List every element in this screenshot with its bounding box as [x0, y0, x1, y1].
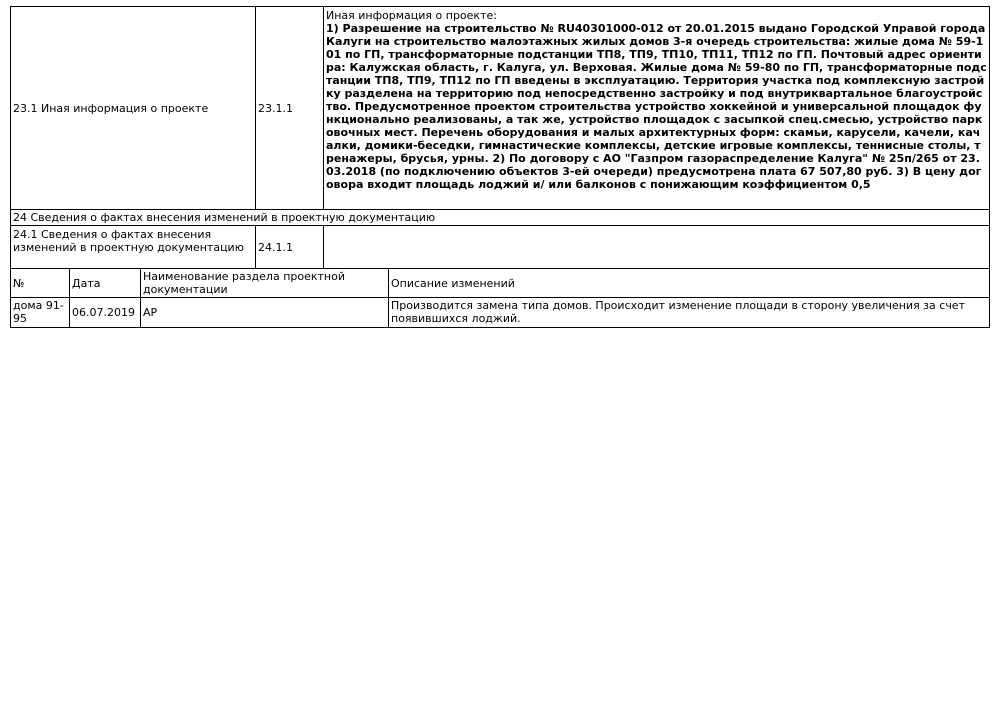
section-24-1-value-cell	[323, 225, 990, 269]
section-23-label-cell	[10, 6, 256, 210]
section-24-heading: 24 Сведения о фактах внесения изменений в проектную документацию	[13, 211, 436, 224]
changes-header-section: Наименование раздела проектной документации	[140, 268, 389, 298]
table-row-description: Производится замена типа домов. Происходит изменение площади в сторону увеличения за счет появившихся лоджий.	[388, 297, 990, 328]
changes-header-date: Дата	[69, 268, 141, 298]
section-24-heading-cell	[10, 209, 990, 226]
section-23-code: 23.1.1	[258, 101, 293, 115]
table-row-date: 06.07.2019	[69, 297, 141, 328]
changes-header-num: №	[10, 268, 70, 298]
section-23-info-title: Иная информация о проекте:	[326, 9, 497, 22]
changes-header-description: Описание изменений	[388, 268, 990, 298]
section-23-label: 23.1 Иная информация о проекте	[13, 101, 209, 115]
section-23-code-cell	[255, 6, 324, 210]
table-row-section: АР	[140, 297, 389, 328]
section-23-info-text: 1) Разрешение на строительство № RU40301000-012 от 20.01.2015 выдано Городской Управой города Калуги на строительство малоэтажных жилых домов 3-я очередь строительства: жилые дома № 59-101 по ГП, трансформаторные подстанции ТП8, ТП9, ТП10, ТП11, ТП12 по ГП. Почтовый адрес ориентира: Калужская область, г. Калуга, ул. Верховая. Жилые дома № 59-80 по ГП, трансформаторные подстанции ТП8, ТП9, ТП12 по ГП введены в эксплуатацию. Территория участка под комплексную застройку разделена на территорию под непосредственно застройку и под внутриквартальное благоустройство. Предусмотренное проектом строительства устройство хоккейной и универсальной площадок функционально реализованы, а так же, устройство площадок с засыпкой спец.смесью, устройство парковочных мест. Перечень оборудования и малых архитектурных форм: скамьи, карусели, качели, качалки, домики-беседки, гимнастические комплексы, детские игровые комплексы, теннисные столы, тренажеры, брусья, урны. 2) По договору с АО "Газпром газораспределение Калуга" № 25п/265 от 23.03.2018 (по подключению объектов 3-ей очереди) предусмотрена плата 67 507,80 руб. 3) В цену договора входит площадь лоджий и/ или балконов с понижающим коэффициентом 0,5	[326, 22, 987, 191]
section-24-1-label: 24.1 Сведения о фактах внесения изменений в проектную документацию	[13, 228, 244, 254]
section-24-1-label-cell	[10, 225, 256, 269]
section-24-1-code-cell	[255, 225, 324, 269]
table-row-num: дома 91-95	[10, 297, 70, 328]
section-23-info-cell	[323, 6, 990, 210]
section-24-1-code: 24.1.1	[258, 240, 293, 254]
